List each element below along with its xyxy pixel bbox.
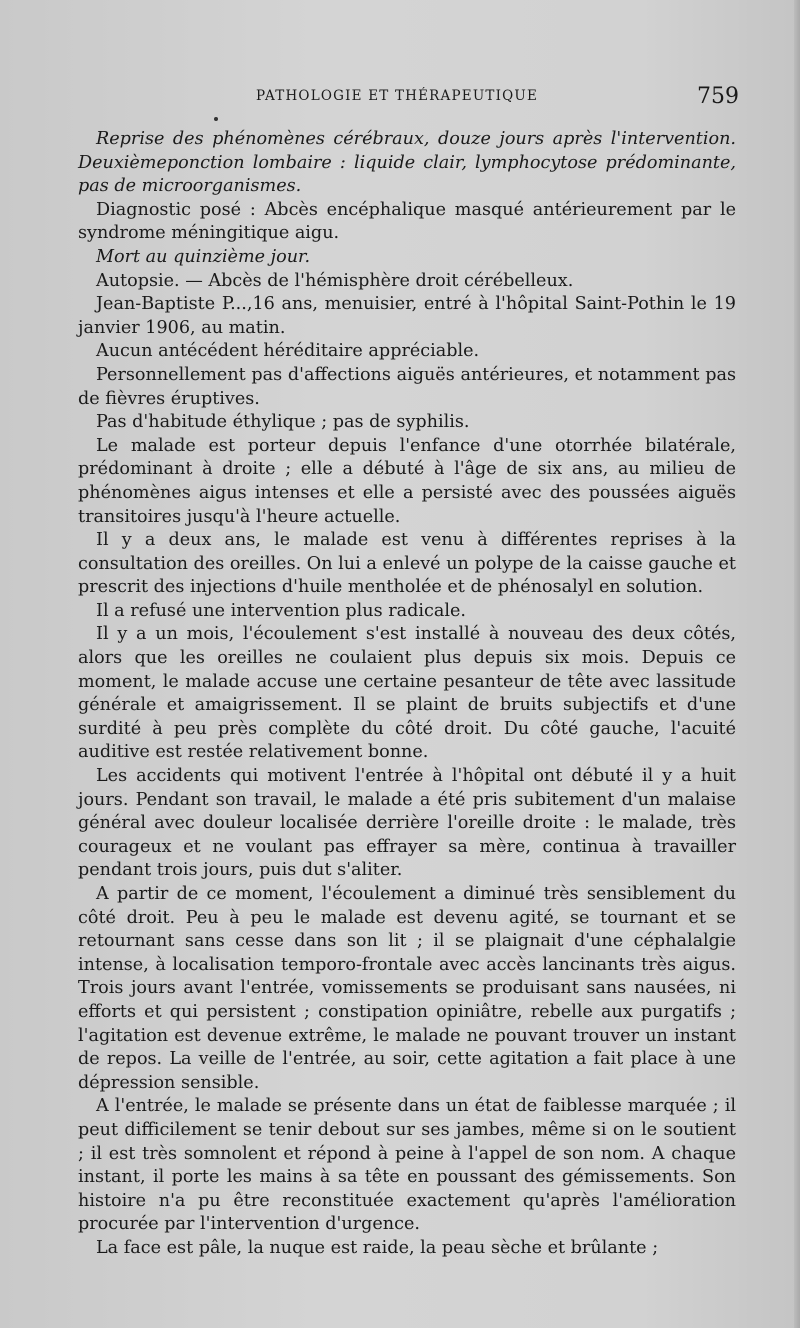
paragraph: Aucun antécédent héréditaire appréciable. (96, 341, 480, 362)
paragraph: A l'entrée, le malade se présente dans un état de faiblesse marquée ; il peut difficilement se tenir debout sur ses jambes, même si on le soutient ; il est très somnolent et répond à peine à l'appel de son nom. A chaque instant, il porte les mains à sa tête en poussant des gémissements. Son histoire n'a pu être reconstituée exactement qu'après l'amélioration procurée par l'intervention d'urgence. (78, 1096, 736, 1235)
paragraph: Il y a un mois, l'écoulement s'est installé à nouveau des deux côtés, alors que les oreilles ne coulaient plus depuis six mois. Depuis ce moment, le malade accuse une certaine pesanteur de tête avec lassitude générale et amaigrissement. Il se plaint de bruits subjectifs et d'une surdité à peu près complète du côté droit. Du côté gauche, l'acuité auditive est restée relativement bonne. (78, 624, 736, 763)
paragraph: Il y a deux ans, le malade est venu à différentes reprises à la consultation des oreilles. On lui a enlevé un polype de la caisse gauche et prescrit des injections d'huile mentholée et de phénosalyl en solution. (78, 530, 736, 598)
page-number: 759 (697, 84, 739, 109)
paragraph: Mort au quinzième jour. (96, 246, 311, 267)
paragraph: Diagnostic posé : Abcès encéphalique masqué antérieurement par le syndrome méningitique aigu. (78, 199, 736, 244)
paragraph: Il a refusé une intervention plus radicale. (96, 600, 466, 621)
paragraph: Les accidents qui motivent l'entrée à l'hôpital ont débuté il y a huit jours. Pendant son travail, le malade a été pris subitement d'un malaise général avec douleur localisée derrière l'oreille droite : le malade, très courageux et ne voulant pas effrayer sa mère, continua à travailler pendant trois jours, puis dut s'aliter. (78, 766, 736, 881)
paragraph: Personnellement pas d'affections aiguës antérieures, et notamment pas de fièvres éruptives. (78, 364, 736, 409)
paragraph: Le malade est porteur depuis l'enfance d'une otorrhée bilatérale, prédominant à droite ; elle a débuté à l'âge de six ans, au milieu de phénomènes aigus intenses et elle a persisté avec des poussées aiguës transitoires jusqu'à l'heure actuelle. (78, 435, 736, 527)
paragraph: La face est pâle, la nuque est raide, la peau sèche et brûlante ; (96, 1237, 659, 1258)
running-title: PATHOLOGIE ET THÉRAPEUTIQUE (256, 88, 539, 104)
page-edge (794, 0, 800, 1328)
paragraph: Pas d'habitude éthylique ; pas de syphilis. (96, 412, 470, 433)
paragraph: Reprise des phénomènes cérébraux, douze jours après l'intervention. Deuxièmeponction lombaire : liquide clair, lymphocytose prédominante, pas de microorganismes. (78, 129, 736, 197)
paragraph: A partir de ce moment, l'écoulement a diminué très sensiblement du côté droit. Peu à peu le malade est devenu agité, se tournant et se retournant sans cesse dans son lit ; il se plaignait d'une céphalalgie intense, à localisation temporo-frontale avec accès lancinants très aigus. Trois jours avant l'entrée, vomissements se produisant sans nausées, ni efforts et qui persistent ; constipation opiniâtre, rebelle aux purgatifs ; l'agitation est devenue extrême, le malade ne pouvant trouver un instant de repos. La veille de l'entrée, au soir, cette agitation a fait place à une dépression sensible. (78, 884, 736, 1093)
paragraph: Jean-Baptiste P...,16 ans, menuisier, entré à l'hôpital Saint-Pothin le 19 janvier 1906, au matin. (78, 294, 736, 338)
page-header (0, 84, 800, 114)
paragraph: Autopsie. — Abcès de l'hémisphère droit cérébelleux. (96, 270, 574, 291)
print-speck (214, 117, 218, 121)
body-text (78, 128, 736, 1261)
